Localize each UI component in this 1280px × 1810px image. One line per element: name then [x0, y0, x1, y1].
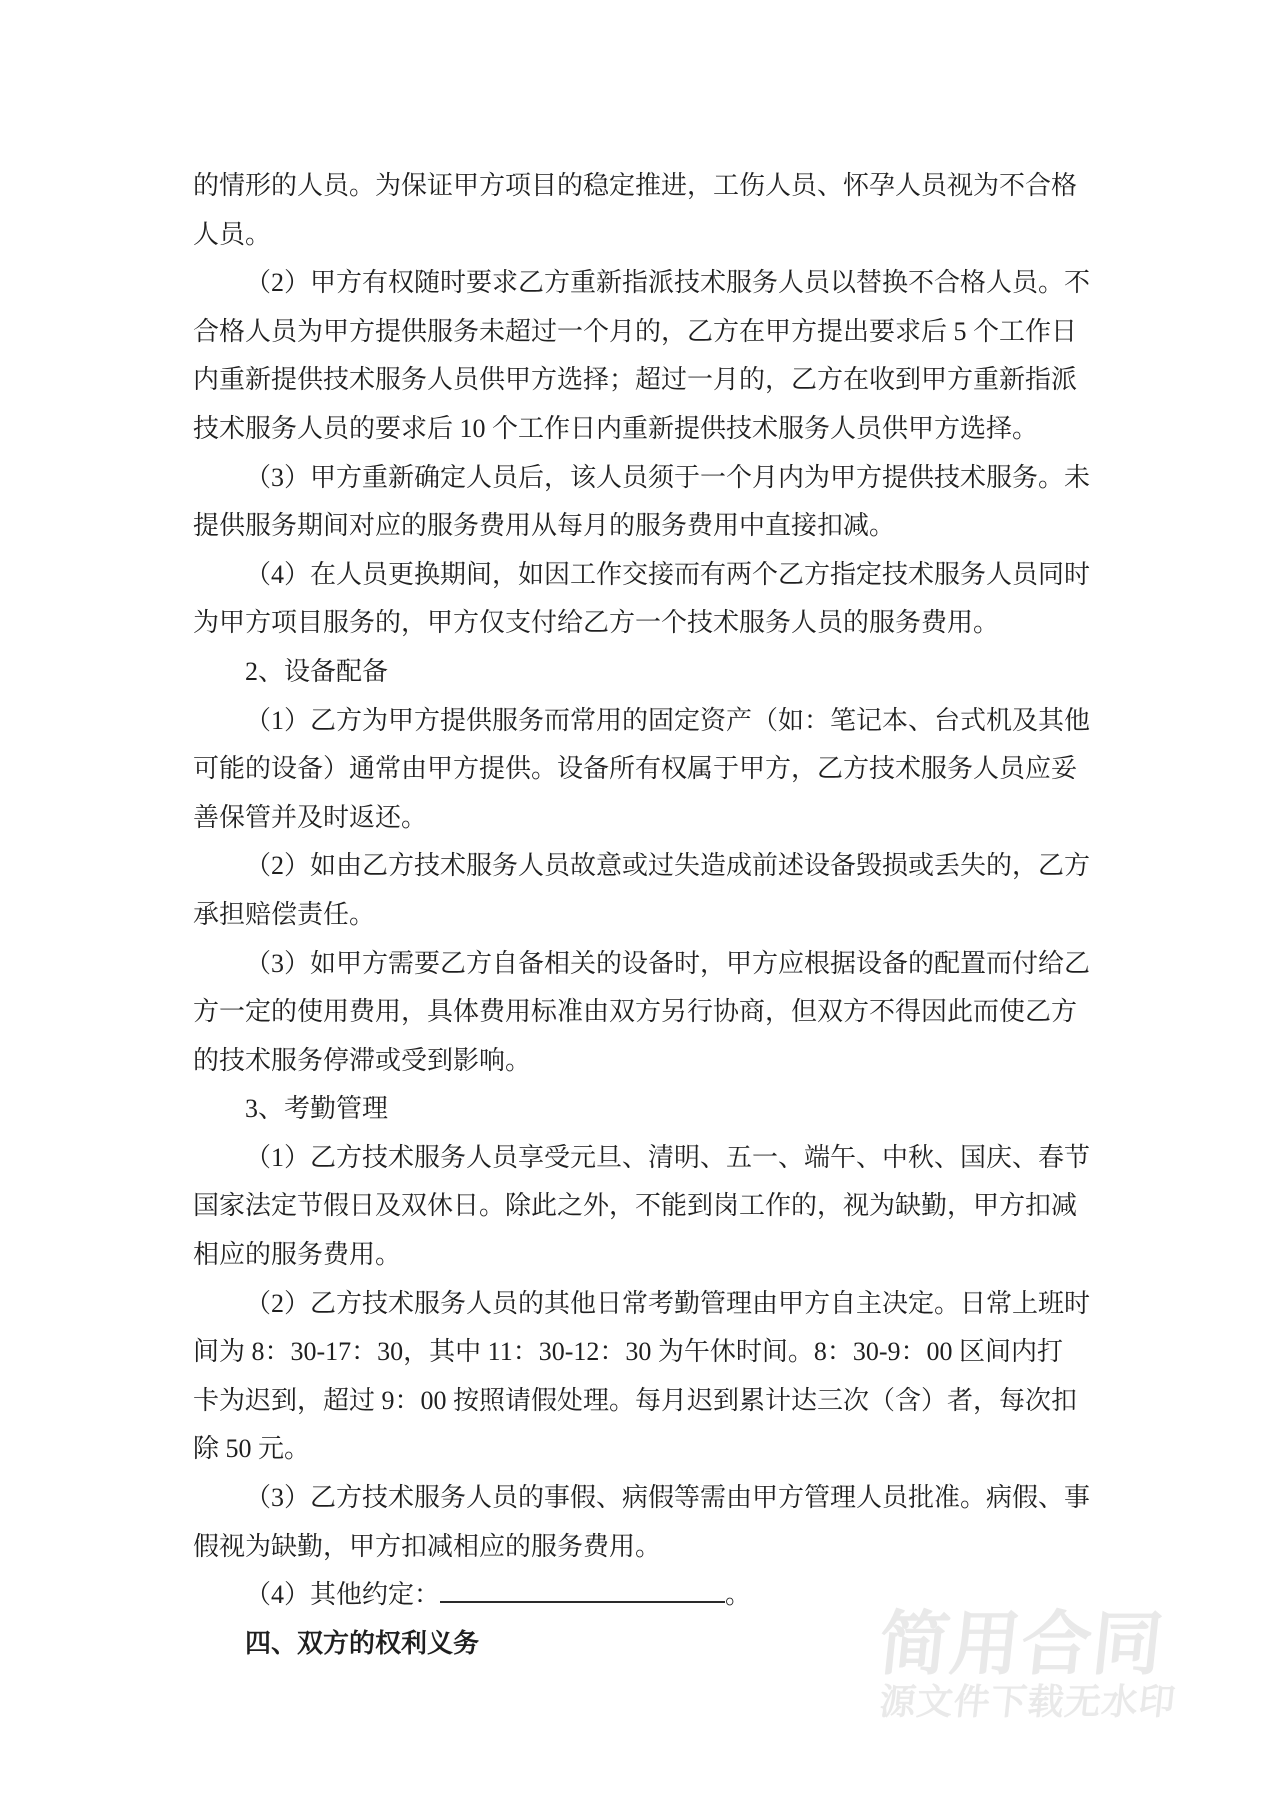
watermark-subtitle: 源文件下载无水印 — [877, 1681, 1178, 1722]
document-line: （3）乙方技术服务人员的事假、病假等需由甲方管理人员批准。病假、事 — [245, 1483, 1091, 1513]
section-heading-equipment: 2、设备配备 — [245, 656, 389, 686]
document-line: 假视为缺勤，甲方扣减相应的服务费用。 — [193, 1531, 662, 1561]
other-agreement-line — [193, 1571, 1093, 1620]
document-body — [193, 162, 1093, 1668]
other-agreement-blank — [440, 1575, 725, 1603]
document-line: 国家法定节假日及双休日。除此之外，不能到岗工作的，视为缺勤，甲方扣减 — [193, 1191, 1078, 1221]
document-line: （1）乙方技术服务人员享受元旦、清明、五一、端午、中秋、国庆、春节 — [245, 1142, 1091, 1172]
document-line: 人员。 — [193, 219, 272, 249]
other-agreement-period: 。 — [725, 1580, 752, 1610]
document-line: 的技术服务停滞或受到影响。 — [193, 1045, 532, 1075]
document-line: 内重新提供技术服务人员供甲方选择；超过一月的，乙方在收到甲方重新指派 — [193, 365, 1078, 395]
document-line: 除 50 元。 — [193, 1434, 311, 1464]
document-line: 为甲方项目服务的，甲方仅支付给乙方一个技术服务人员的服务费用。 — [193, 608, 1000, 638]
document-line: 卡为迟到，超过 9：00 按照请假处理。每月迟到累计达三次（含）者，每次扣 — [193, 1385, 1078, 1415]
other-agreement-label: （4）其他约定： — [245, 1580, 441, 1610]
document-line: 承担赔偿责任。 — [193, 899, 376, 929]
document-line: 提供服务期间对应的服务费用从每月的服务费用中直接扣减。 — [193, 511, 896, 541]
document-line: 合格人员为甲方提供服务未超过一个月的，乙方在甲方提出要求后 5 个工作日 — [193, 316, 1078, 346]
document-line: （2）甲方有权随时要求乙方重新指派技术服务人员以替换不合格人员。不 — [245, 268, 1091, 298]
section-heading-rights-obligations: 四、双方的权利义务 — [245, 1628, 480, 1658]
document-line: （3）如甲方需要乙方自备相关的设备时，甲方应根据设备的配置而付给乙 — [245, 948, 1091, 978]
section-heading-attendance: 3、考勤管理 — [245, 1094, 389, 1124]
document-line: 的情形的人员。为保证甲方项目的稳定推进，工伤人员、怀孕人员视为不合格 — [193, 171, 1078, 200]
watermark-title: 简用合同 — [875, 1605, 1168, 1683]
document-line: （4）在人员更换期间，如因工作交接而有两个乙方指定技术服务人员同时 — [245, 559, 1091, 589]
document-line: （3）甲方重新确定人员后，该人员须于一个月内为甲方提供技术服务。未 — [245, 462, 1091, 492]
document-line: 善保管并及时返还。 — [193, 802, 428, 832]
document-line: 可能的设备）通常由甲方提供。设备所有权属于甲方，乙方技术服务人员应妥 — [193, 754, 1078, 784]
document-line: （2）乙方技术服务人员的其他日常考勤管理由甲方自主决定。日常上班时 — [245, 1288, 1091, 1318]
document-line: 技术服务人员的要求后 10 个工作日内重新提供技术服务人员供甲方选择。 — [193, 413, 1039, 443]
document-line: （1）乙方为甲方提供服务而常用的固定资产（如：笔记本、台式机及其他 — [245, 705, 1091, 735]
document-line: 间为 8：30-17：30，其中 11：30-12：30 为午休时间。8：30-9：00 区间内打 — [193, 1337, 1064, 1367]
document-line: 相应的服务费用。 — [193, 1240, 402, 1270]
document-line: （2）如由乙方技术服务人员故意或过失造成前述设备毁损或丢失的，乙方 — [245, 851, 1091, 881]
document-line: 方一定的使用费用，具体费用标准由双方另行协商，但双方不得因此而使乙方 — [193, 997, 1078, 1027]
